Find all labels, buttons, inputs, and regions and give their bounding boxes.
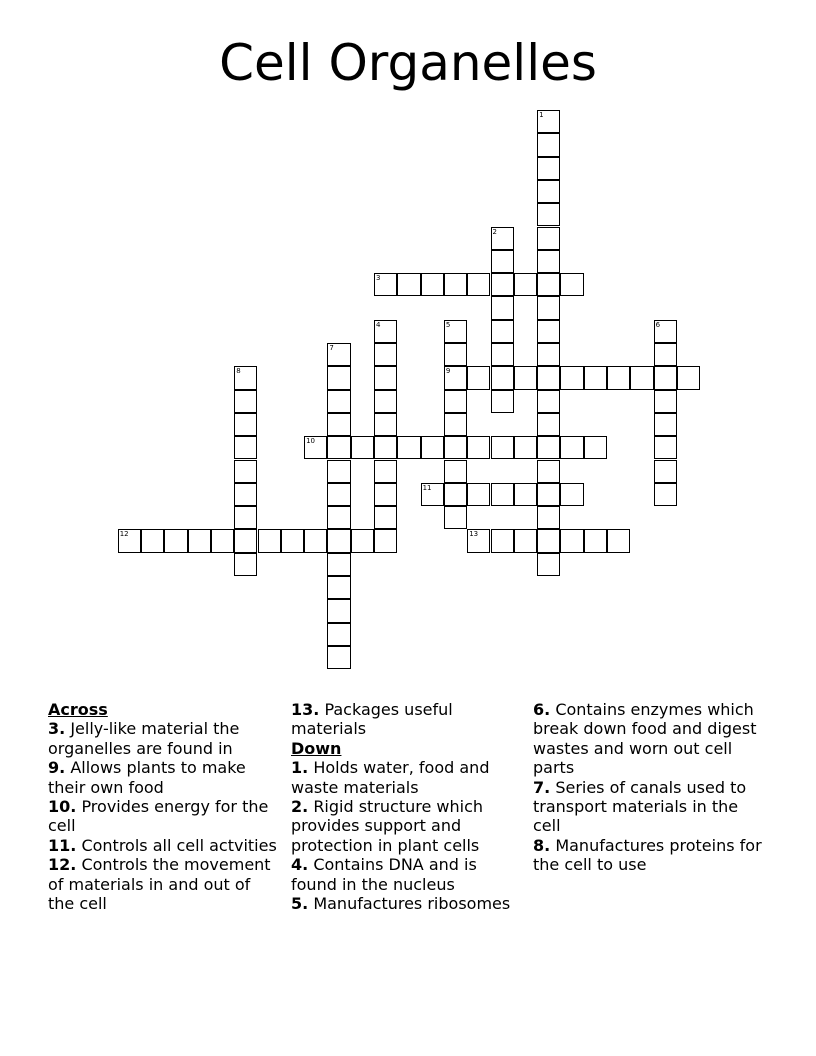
grid-cell[interactable]	[444, 343, 467, 366]
clue-down-4	[291, 855, 521, 894]
grid-cell[interactable]	[234, 506, 257, 529]
grid-cell[interactable]	[374, 343, 397, 366]
grid-cell[interactable]	[258, 529, 281, 552]
grid-cell[interactable]	[234, 413, 257, 436]
clue-number: 13.	[291, 700, 320, 719]
grid-cell[interactable]	[537, 413, 560, 436]
grid-cell[interactable]	[374, 366, 397, 389]
grid-cell[interactable]	[234, 390, 257, 413]
grid-cell[interactable]	[374, 529, 397, 552]
grid-cell[interactable]	[560, 483, 583, 506]
grid-cell[interactable]	[491, 436, 514, 459]
grid-cell[interactable]	[560, 366, 583, 389]
clue-across-3	[48, 719, 278, 758]
clue-number: 1.	[291, 758, 309, 778]
grid-cell[interactable]	[491, 529, 514, 552]
grid-cell[interactable]	[491, 227, 514, 250]
grid-cell[interactable]	[397, 273, 420, 296]
clue-number: 12.	[48, 855, 77, 875]
clue-number: 9.	[48, 758, 66, 778]
grid-cell[interactable]	[397, 436, 420, 459]
grid-cell[interactable]	[444, 460, 467, 483]
grid-cell[interactable]	[560, 529, 583, 552]
cell-number: 9	[445, 367, 451, 376]
clue-text: Packages useful materials	[291, 700, 453, 739]
cell-number: 5	[445, 320, 451, 329]
grid-cell[interactable]	[537, 390, 560, 413]
grid-cell[interactable]	[444, 320, 467, 343]
clue-number: 2.	[291, 797, 309, 817]
grid-cell[interactable]	[374, 506, 397, 529]
cell-number: 1	[539, 111, 544, 119]
clue-number: 11.	[48, 835, 77, 855]
grid-cell[interactable]	[327, 506, 350, 529]
grid-cell[interactable]	[327, 553, 350, 576]
clue-down-8	[533, 836, 763, 875]
clue-across-10	[48, 797, 278, 836]
grid-cell[interactable]	[514, 483, 537, 506]
grid-cell[interactable]	[374, 483, 397, 506]
grid-cell[interactable]	[444, 273, 467, 296]
grid-cell[interactable]	[491, 390, 514, 413]
grid-cell[interactable]	[654, 366, 677, 389]
grid-cell[interactable]	[537, 250, 560, 273]
grid-cell[interactable]	[607, 529, 630, 552]
grid-cell[interactable]	[327, 366, 350, 389]
grid-cell[interactable]	[444, 506, 467, 529]
clue-text: Contains enzymes which break down food and digest wastes and worn out cell parts	[533, 700, 757, 778]
grid-cell[interactable]	[491, 366, 514, 389]
clue-number: 5.	[291, 894, 309, 914]
grid-cell[interactable]	[188, 529, 211, 552]
clue-text: Rigid structure which provides support and protection in plant cells	[291, 797, 484, 855]
cell-number: 12	[119, 530, 129, 539]
grid-cell[interactable]	[537, 343, 560, 366]
grid-cell[interactable]	[444, 413, 467, 436]
grid-cell[interactable]	[374, 390, 397, 413]
clue-text: Jelly-like material the organelles are found in	[48, 719, 240, 758]
grid-cell[interactable]	[421, 273, 444, 296]
clue-across-11	[48, 836, 278, 855]
grid-cell[interactable]	[234, 460, 257, 483]
grid-cell[interactable]	[234, 529, 257, 552]
grid-cell[interactable]	[654, 390, 677, 413]
grid-cell[interactable]	[234, 483, 257, 506]
grid-cell[interactable]	[467, 273, 490, 296]
grid-cell[interactable]	[467, 366, 490, 389]
clue-text: Manufactures proteins for the cell to use	[533, 835, 762, 875]
clue-across-9	[48, 758, 278, 797]
grid-cell[interactable]	[584, 436, 607, 459]
grid-cell[interactable]	[537, 460, 560, 483]
clue-number: 10.	[48, 797, 77, 817]
grid-cell[interactable]	[141, 529, 164, 552]
grid-cell[interactable]	[467, 483, 490, 506]
grid-cell[interactable]	[537, 320, 560, 343]
grid-cell[interactable]	[491, 483, 514, 506]
grid-cell[interactable]	[327, 483, 350, 506]
grid-cell[interactable]	[281, 529, 304, 552]
grid-cell[interactable]	[421, 436, 444, 459]
clue-number: 6.	[533, 700, 551, 719]
grid-cell[interactable]	[444, 483, 467, 506]
cell-number: 3	[376, 274, 381, 283]
cell-number: 8	[236, 367, 241, 376]
grid-cell[interactable]	[537, 273, 560, 296]
clue-down-7	[533, 778, 763, 836]
grid-cell[interactable]	[374, 460, 397, 483]
cell-number: 4	[376, 320, 381, 329]
grid-cell[interactable]	[467, 529, 490, 552]
grid-cell[interactable]	[514, 529, 537, 552]
grid-cell[interactable]	[327, 646, 350, 669]
clue-text: Contains DNA and is found in the nucleus	[291, 855, 477, 894]
grid-cell[interactable]	[491, 273, 514, 296]
grid-cell[interactable]	[654, 436, 677, 459]
grid-cell[interactable]	[560, 436, 583, 459]
grid-cell[interactable]	[327, 390, 350, 413]
grid-cell[interactable]	[444, 390, 467, 413]
grid-cell[interactable]	[537, 436, 560, 459]
clue-number: 8.	[533, 835, 551, 855]
grid-cell[interactable]	[491, 343, 514, 366]
grid-cell[interactable]	[491, 296, 514, 319]
grid-cell[interactable]	[537, 157, 560, 180]
grid-cell[interactable]	[304, 436, 327, 459]
grid-cell[interactable]	[351, 529, 374, 552]
grid-cell[interactable]	[537, 553, 560, 576]
grid-cell[interactable]	[234, 553, 257, 576]
grid-cell[interactable]	[374, 273, 397, 296]
grid-cell[interactable]	[327, 343, 350, 366]
grid-cell[interactable]	[537, 483, 560, 506]
cell-number: 11	[422, 483, 432, 492]
grid-cell[interactable]	[327, 623, 350, 646]
grid-cell[interactable]	[654, 460, 677, 483]
grid-cell[interactable]	[491, 250, 514, 273]
grid-cell[interactable]	[654, 483, 677, 506]
cell-number: 7	[329, 344, 334, 352]
cell-number: 6	[655, 320, 661, 329]
clue-down-5	[291, 894, 521, 913]
grid-cell[interactable]	[654, 343, 677, 366]
grid-cell[interactable]	[537, 110, 560, 133]
grid-cell[interactable]	[211, 529, 234, 552]
clue-down-1	[291, 758, 521, 797]
cell-number: 2	[492, 227, 497, 236]
grid-cell[interactable]	[560, 273, 583, 296]
grid-cell[interactable]	[351, 436, 374, 459]
grid-cell[interactable]	[444, 366, 467, 389]
clue-number: 3.	[48, 719, 66, 739]
grid-cell[interactable]	[374, 320, 397, 343]
clue-text: Controls the movement of materials in and out of the cell	[48, 855, 271, 914]
grid-cell[interactable]	[584, 529, 607, 552]
grid-cell[interactable]	[327, 460, 350, 483]
clues-column-1	[48, 700, 278, 913]
clue-number: 7.	[533, 777, 551, 797]
clues-column-2	[291, 700, 521, 913]
grid-cell[interactable]	[491, 320, 514, 343]
grid-cell[interactable]	[584, 366, 607, 389]
grid-cell[interactable]	[234, 436, 257, 459]
grid-cell[interactable]	[537, 227, 560, 250]
grid-cell[interactable]	[304, 529, 327, 552]
clues-column-3	[533, 700, 763, 875]
grid-cell[interactable]	[327, 413, 350, 436]
grid-cell[interactable]	[164, 529, 187, 552]
grid-cell[interactable]	[327, 529, 350, 552]
grid-cell[interactable]	[677, 366, 700, 389]
grid-cell[interactable]	[327, 436, 350, 459]
grid-cell[interactable]	[444, 436, 467, 459]
clue-down-6	[533, 700, 763, 778]
clue-text: Allows plants to make their own food	[48, 758, 246, 797]
grid-cell[interactable]	[327, 576, 350, 599]
grid-cell[interactable]	[537, 366, 560, 389]
across-heading: Across	[48, 700, 108, 719]
grid-cell[interactable]	[421, 483, 444, 506]
grid-cell[interactable]	[467, 436, 490, 459]
grid-cell[interactable]	[537, 133, 560, 156]
grid-cell[interactable]	[374, 436, 397, 459]
grid-cell[interactable]	[514, 436, 537, 459]
page-title: Cell Organelles	[219, 34, 597, 92]
clue-text: Manufactures ribosomes	[313, 894, 511, 914]
grid-cell[interactable]	[514, 273, 537, 296]
clue-number: 4.	[291, 855, 309, 875]
grid-cell[interactable]	[537, 203, 560, 226]
grid-cell[interactable]	[537, 506, 560, 529]
clue-text: Holds water, food and waste materials	[291, 758, 490, 797]
grid-cell[interactable]	[537, 180, 560, 203]
clue-down-2	[291, 797, 521, 855]
grid-cell[interactable]	[630, 366, 653, 389]
clue-text: Series of canals used to transport materials in the cell	[533, 777, 747, 836]
grid-cell[interactable]	[118, 529, 141, 552]
grid-cell[interactable]	[234, 366, 257, 389]
clue-text: Provides energy for the cell	[48, 797, 269, 836]
grid-cell[interactable]	[654, 320, 677, 343]
grid-cell[interactable]	[654, 413, 677, 436]
grid-cell[interactable]	[537, 529, 560, 552]
grid-cell[interactable]	[327, 599, 350, 622]
grid-cell[interactable]	[537, 296, 560, 319]
clue-text: Controls all cell actvities	[81, 835, 277, 855]
clue-across-12	[48, 855, 278, 913]
cell-number: 10	[306, 437, 316, 446]
grid-cell[interactable]	[374, 413, 397, 436]
cell-number: 13	[469, 530, 479, 539]
grid-cell[interactable]	[514, 366, 537, 389]
grid-cell[interactable]	[607, 366, 630, 389]
down-heading: Down	[291, 738, 342, 758]
clue-across-13	[291, 700, 521, 739]
